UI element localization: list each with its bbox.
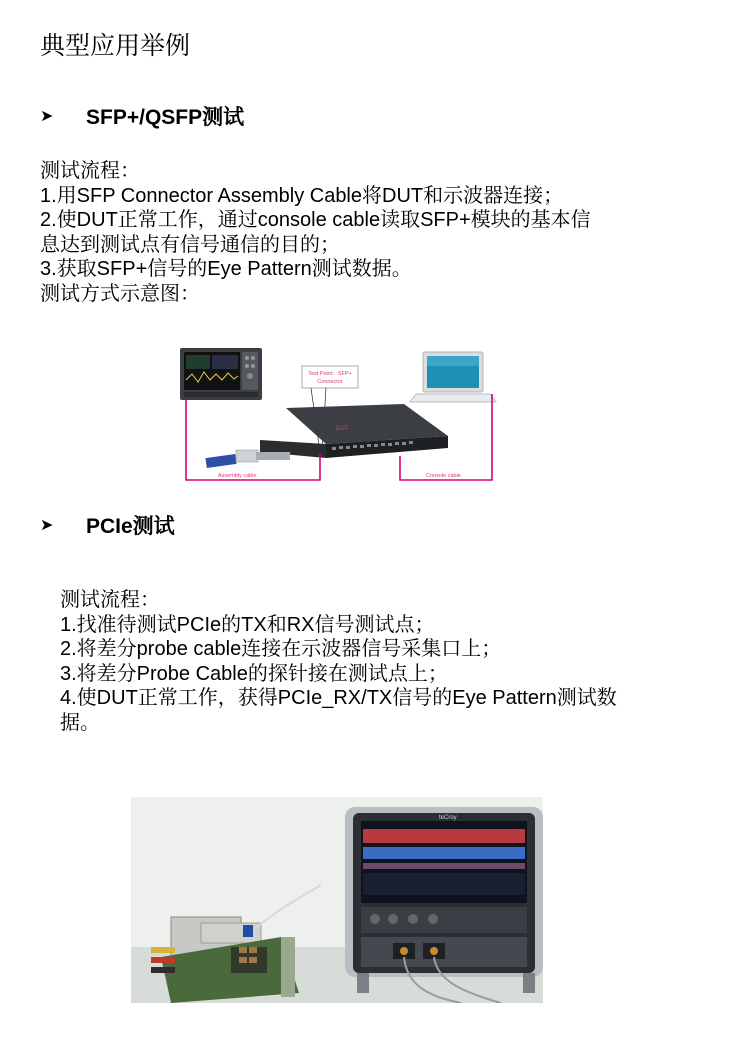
pcie-line: 3.将差分Probe Cable的探针接在测试点上； (60, 662, 448, 685)
sfp-line: 2.使DUT正常工作，通过console cable读取SFP+模块的基本信 (40, 209, 591, 232)
sfp-section-heading (40, 101, 244, 131)
oscilloscope-icon (180, 348, 262, 400)
pcie-line: 4.使DUT正常工作，获得PCIe_RX/TX信号的Eye Pattern测试数 (60, 687, 617, 710)
sfp-line: 测试流程： (40, 160, 140, 182)
scope-brand-label: teCroy (439, 815, 457, 821)
sfp-cable-assembly-icon (205, 450, 290, 468)
sfp-procedure (40, 159, 591, 307)
page-title: 典型应用举例 (40, 31, 191, 60)
network-switch-icon (260, 404, 448, 458)
pcie-section-heading (40, 510, 175, 540)
sfp-line: 测试方式示意图： (40, 282, 200, 305)
pcie-line: 1.找准待测试PCIe的TX和RX信号测试点； (60, 613, 435, 636)
laptop-icon (410, 352, 496, 402)
sfp-line: 1.用SFP Connector Assembly Cable将DUT和示波器连接； (40, 184, 564, 207)
sfp-line: 息达到测试点有信号通信的目的； (40, 233, 340, 256)
arrow-bullet-icon: ➤ (40, 108, 54, 125)
test-point-label: Test Point：SFP+ (308, 371, 352, 377)
pcie-line: 据。 (60, 711, 100, 734)
assembly-cable-label: Assembly cable (218, 473, 257, 479)
pcie-line: 测试流程： (60, 589, 160, 611)
arrow-bullet-icon: ➤ (40, 517, 54, 534)
sfp-line: 3.获取SFP+信号的Eye Pattern测试数据。 (40, 258, 412, 281)
pcie-procedure (60, 588, 617, 736)
dut-label: DUT (336, 426, 349, 432)
pcie-heading-text: PCIe测试 (86, 515, 175, 538)
oscilloscope-icon (345, 807, 543, 993)
sfp-heading-text: SFP+/QSFP测试 (86, 106, 245, 129)
console-cable-label: Console cable (426, 473, 461, 479)
pcie-line: 2.将差分probe cable连接在示波器信号采集口上； (60, 638, 502, 661)
sfp-test-diagram (176, 344, 512, 486)
test-point-label-line2: Connector (317, 379, 343, 385)
pcie-test-photo (131, 797, 543, 1003)
